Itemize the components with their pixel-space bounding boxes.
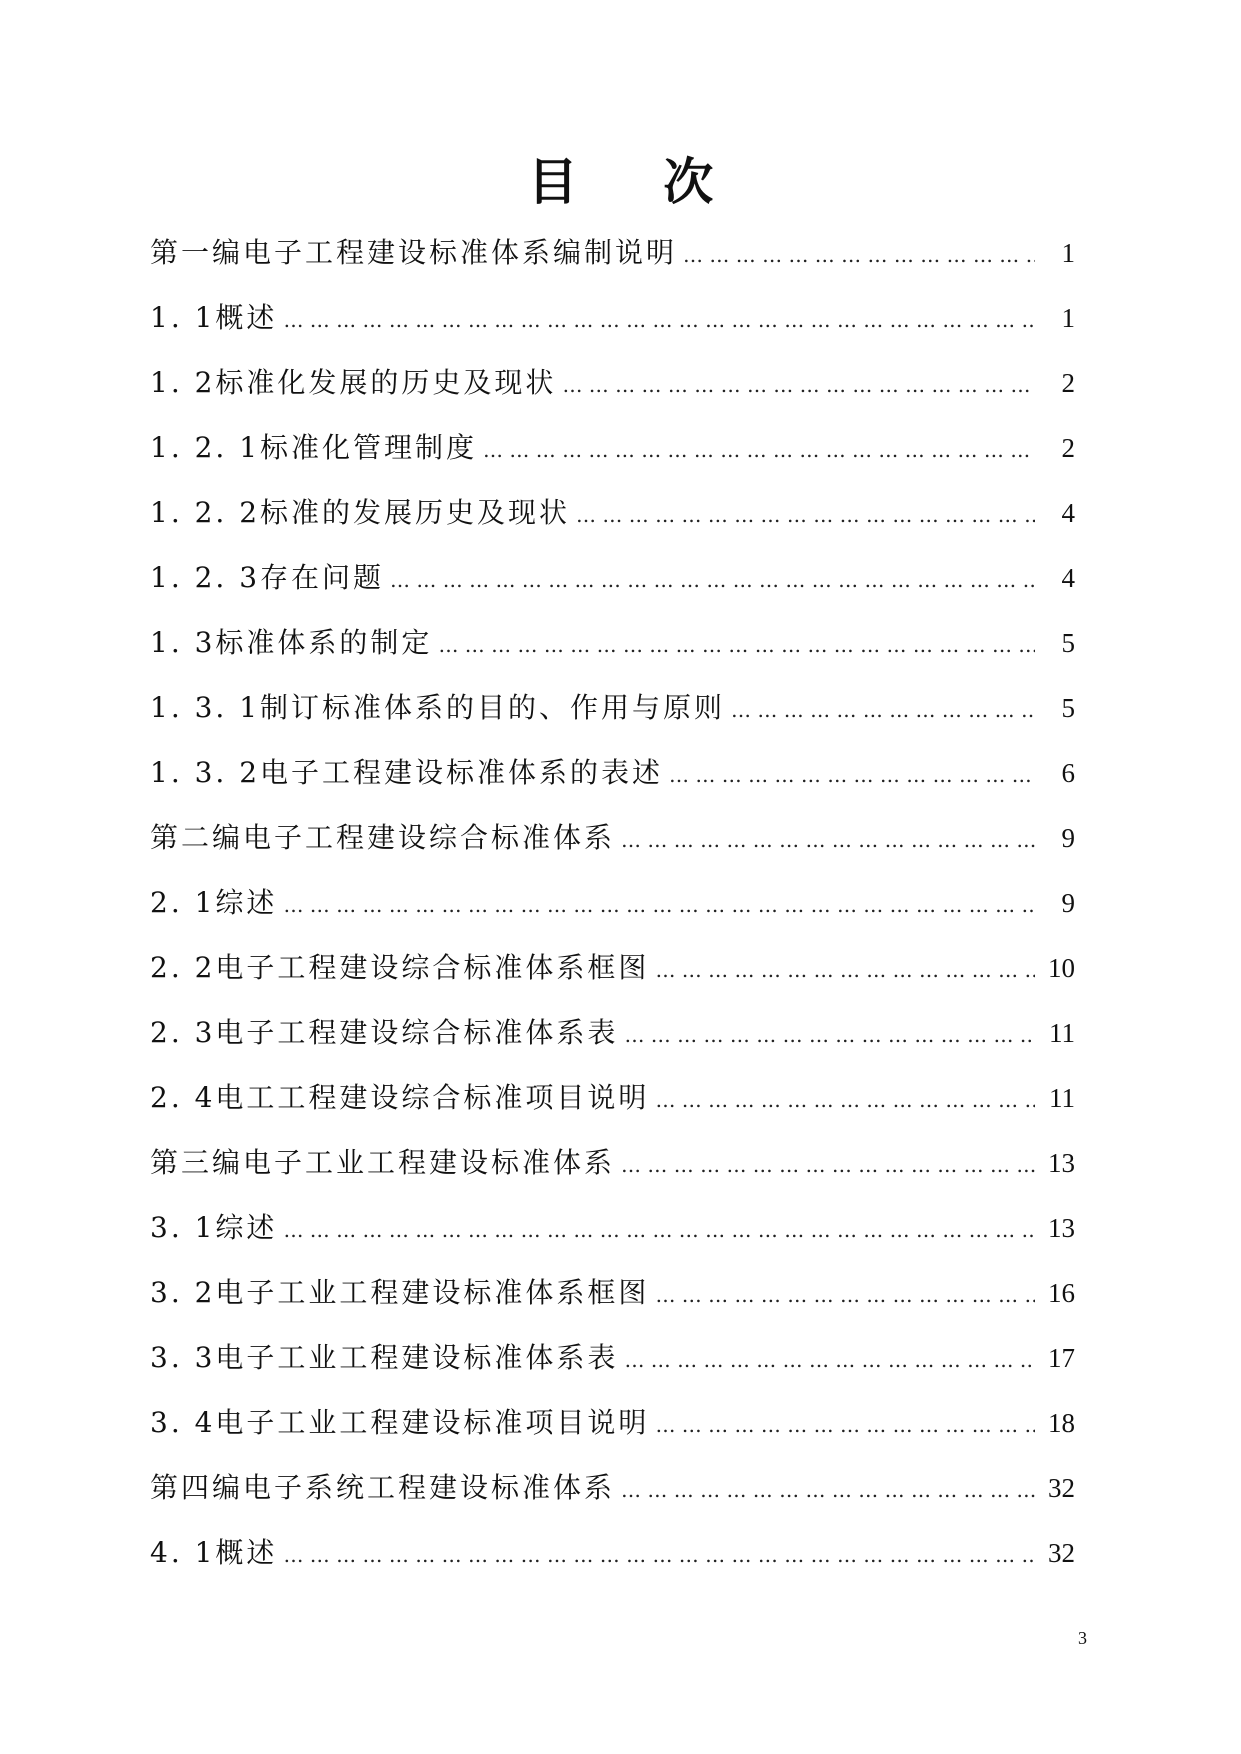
toc-entry[interactable]	[150, 1000, 1075, 1065]
toc-entry-page: 32	[1048, 1538, 1075, 1568]
toc-leader-dots	[621, 1133, 1035, 1198]
toc-entry-label: 第一编电子工程建设标准体系编制说明	[150, 236, 678, 269]
toc-entry-label: 2. 1综述	[150, 886, 278, 919]
table-of-contents	[150, 220, 1075, 1585]
toc-entry-page: 5	[1061, 693, 1075, 723]
toc-entry-label: 1. 3. 1制订标准体系的目的、作用与原则	[150, 691, 726, 724]
toc-entry-label: 3. 1综述	[150, 1211, 278, 1244]
toc-leader-dots	[621, 808, 1035, 873]
toc-entry[interactable]	[150, 545, 1075, 610]
toc-entry-page: 18	[1048, 1408, 1075, 1438]
toc-entry[interactable]	[150, 285, 1075, 350]
toc-leader-dots	[624, 1328, 1035, 1393]
toc-leader-dots	[390, 548, 1035, 613]
toc-entry-label: 2. 3电子工程建设综合标准体系表	[150, 1016, 619, 1049]
toc-entry-page: 16	[1048, 1278, 1075, 1308]
toc-entry-page: 6	[1061, 758, 1075, 788]
toc-leader-dots	[655, 1393, 1035, 1458]
toc-leader-dots	[576, 483, 1035, 548]
toc-entry-label: 1. 1概述	[150, 301, 278, 334]
toc-entry-page: 9	[1061, 888, 1075, 918]
toc-entry[interactable]	[150, 1065, 1075, 1130]
toc-entry[interactable]	[150, 1455, 1075, 1520]
toc-entry-label: 4. 1概述	[150, 1536, 278, 1569]
toc-entry[interactable]	[150, 1520, 1075, 1585]
toc-entry-page: 1	[1061, 238, 1075, 268]
toc-entry[interactable]	[150, 870, 1075, 935]
toc-leader-dots	[483, 418, 1035, 483]
toc-entry-label: 2. 4电工工程建设综合标准项目说明	[150, 1081, 650, 1114]
toc-entry-label: 1. 2. 1标准化管理制度	[150, 431, 478, 464]
toc-leader-dots	[283, 873, 1035, 938]
toc-leader-dots	[731, 678, 1035, 743]
toc-leader-dots	[438, 613, 1035, 678]
toc-leader-dots	[655, 1263, 1035, 1328]
toc-entry-page: 5	[1061, 628, 1075, 658]
toc-entry[interactable]	[150, 1325, 1075, 1390]
toc-entry-page: 2	[1061, 368, 1075, 398]
toc-entry-page: 1	[1061, 303, 1075, 333]
toc-entry[interactable]	[150, 675, 1075, 740]
toc-leader-dots	[621, 1458, 1035, 1523]
toc-title: 目 次	[527, 153, 748, 211]
toc-entry-page: 13	[1048, 1213, 1075, 1243]
toc-entry[interactable]	[150, 740, 1075, 805]
toc-leader-dots	[283, 1523, 1035, 1588]
toc-entry-label: 1. 3. 2电子工程建设标准体系的表述	[150, 756, 664, 789]
toc-entry-page: 13	[1048, 1148, 1075, 1178]
toc-entry-label: 第三编电子工业工程建设标准体系	[150, 1146, 616, 1179]
toc-entry-label: 3. 2电子工业工程建设标准体系框图	[150, 1276, 650, 1309]
toc-entry[interactable]	[150, 1390, 1075, 1455]
toc-entry-page: 11	[1049, 1018, 1075, 1048]
toc-leader-dots	[283, 288, 1035, 353]
toc-leader-dots	[283, 1198, 1035, 1263]
toc-entry-label: 1. 2. 3存在问题	[150, 561, 385, 594]
toc-leader-dots	[655, 938, 1035, 1003]
toc-entry-label: 3. 4电子工业工程建设标准项目说明	[150, 1406, 650, 1439]
toc-entry[interactable]	[150, 805, 1075, 870]
toc-entry-label: 1. 2标准化发展的历史及现状	[150, 366, 557, 399]
toc-entry[interactable]	[150, 610, 1075, 675]
toc-entry-page: 4	[1061, 498, 1075, 528]
toc-leader-dots	[655, 1068, 1035, 1133]
toc-entry[interactable]	[150, 480, 1075, 545]
toc-entry-label: 3. 3电子工业工程建设标准体系表	[150, 1341, 619, 1374]
toc-entry[interactable]	[150, 1130, 1075, 1195]
toc-leader-dots	[562, 353, 1035, 418]
toc-entry-label: 第二编电子工程建设综合标准体系	[150, 821, 616, 854]
toc-leader-dots	[683, 223, 1035, 288]
toc-entry[interactable]	[150, 1195, 1075, 1260]
toc-entry-page: 32	[1048, 1473, 1075, 1503]
toc-entry[interactable]	[150, 935, 1075, 1000]
toc-entry-label: 1. 3标准体系的制定	[150, 626, 433, 659]
toc-entry-page: 10	[1048, 953, 1075, 983]
toc-entry[interactable]	[150, 415, 1075, 480]
toc-entry[interactable]	[150, 220, 1075, 285]
toc-leader-dots	[669, 743, 1035, 808]
toc-entry-label: 第四编电子系统工程建设标准体系	[150, 1471, 616, 1504]
toc-entry-page: 17	[1048, 1343, 1075, 1373]
toc-entry-label: 1. 2. 2标准的发展历史及现状	[150, 496, 571, 529]
toc-entry-page: 11	[1049, 1083, 1075, 1113]
page-number: 3	[1078, 1628, 1087, 1648]
toc-entry-page: 9	[1061, 823, 1075, 853]
toc-leader-dots	[624, 1003, 1035, 1068]
toc-entry-label: 2. 2电子工程建设综合标准体系框图	[150, 951, 650, 984]
toc-entry[interactable]	[150, 1260, 1075, 1325]
toc-entry-page: 4	[1061, 563, 1075, 593]
toc-entry[interactable]	[150, 350, 1075, 415]
toc-entry-page: 2	[1061, 433, 1075, 463]
